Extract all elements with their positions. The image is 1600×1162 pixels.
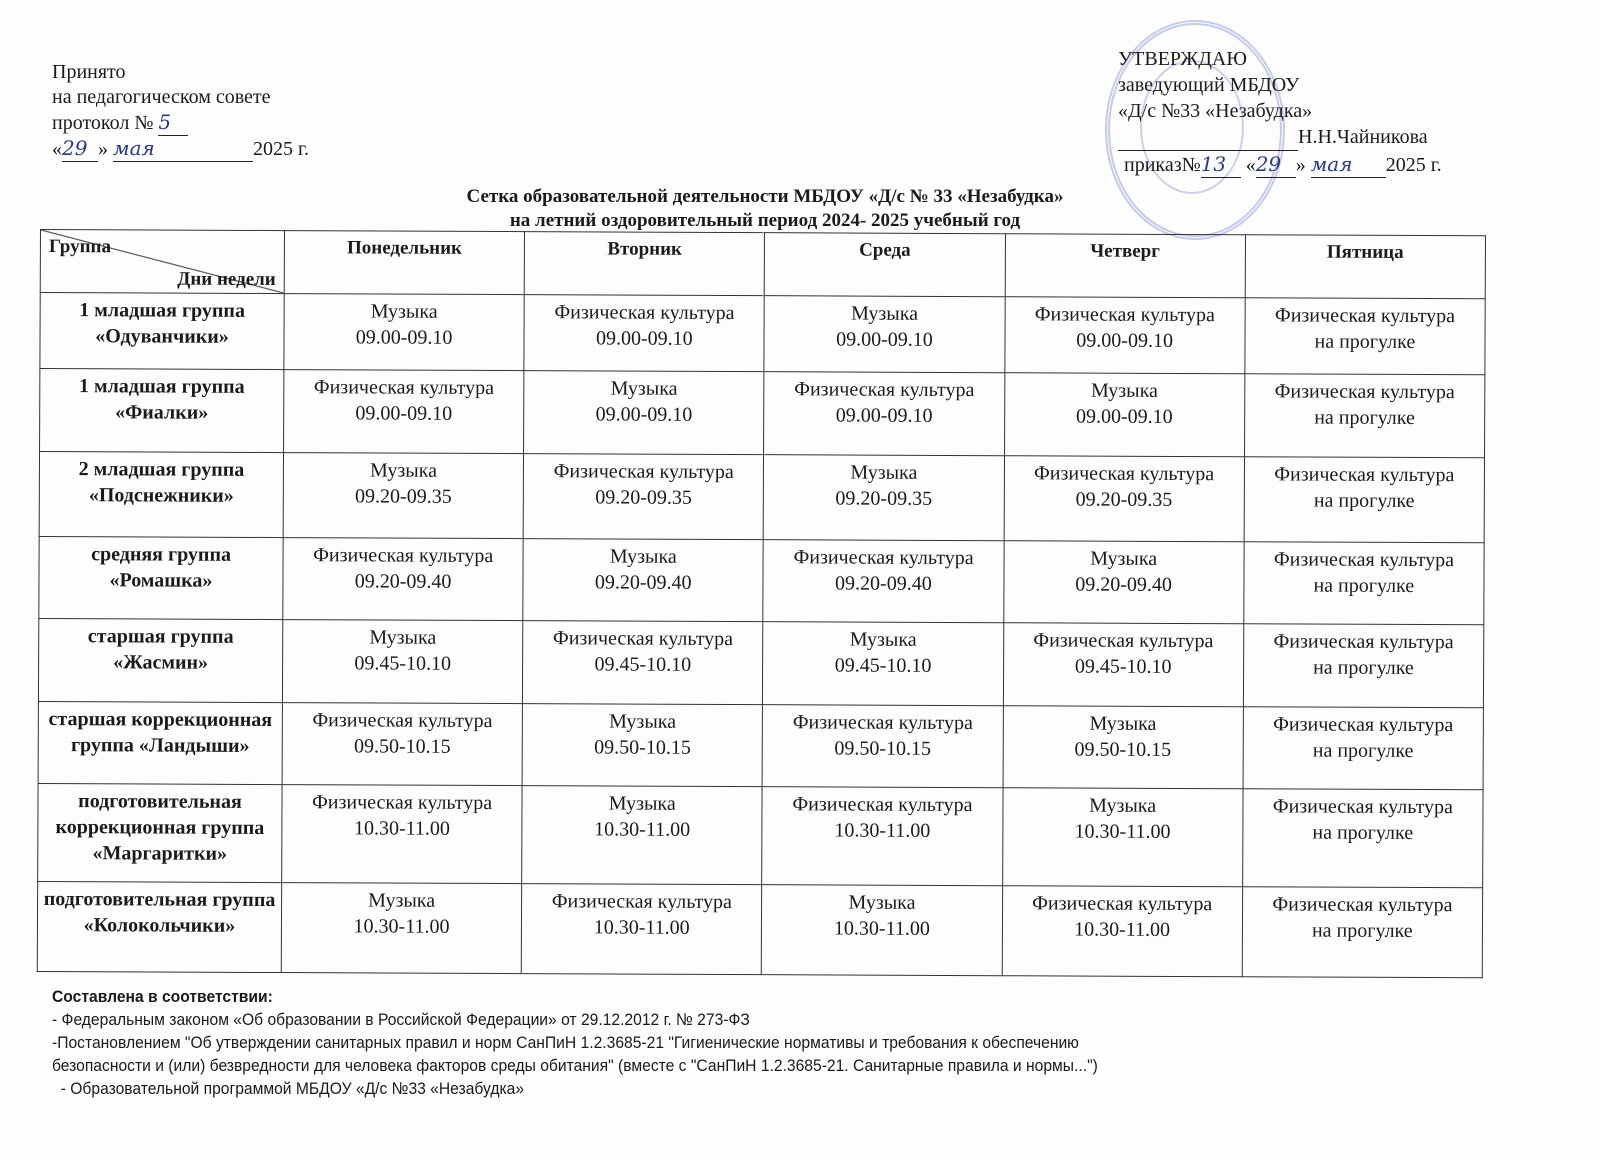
activity-name: Музыка — [1089, 794, 1157, 817]
activity-name: Физическая культура — [793, 546, 974, 570]
group-cell: подготовительная группа «Колокольчики» — [37, 881, 281, 972]
table-row — [40, 293, 1485, 375]
signature-line — [1118, 124, 1442, 151]
activity-time: 09.50-10.15 — [594, 736, 691, 759]
activity-name: Музыка — [370, 300, 438, 323]
schedule-cell — [284, 370, 525, 454]
schedule-cell — [1244, 457, 1485, 543]
schedule-cell — [282, 785, 523, 884]
table-row — [38, 701, 1483, 789]
activity-time: 09.00-09.10 — [1075, 405, 1173, 428]
table-row — [37, 881, 1482, 977]
group-cell: старшая группа «Жасмин» — [38, 618, 282, 702]
approve-label: УТВЕРЖДАЮ — [1118, 48, 1247, 70]
activity-name: Музыка — [1090, 547, 1158, 570]
schedule-cell — [762, 787, 1003, 886]
activity-name: Физическая культура — [1274, 463, 1455, 487]
schedule-cell — [1002, 788, 1243, 887]
table-row — [38, 618, 1483, 707]
table-row — [39, 536, 1484, 624]
activity-name: Музыка — [1089, 712, 1157, 735]
activity-name: Музыка — [609, 710, 677, 733]
date-year: 2025 г. — [253, 138, 309, 160]
activity-time: 09.00-09.10 — [836, 328, 933, 351]
protocol-line — [52, 110, 309, 136]
activity-time: 09.20-09.35 — [595, 486, 692, 509]
activity-time: на прогулке — [1311, 919, 1413, 942]
schedule-cell — [284, 294, 525, 371]
schedule-cell — [1245, 298, 1486, 375]
day-header: Среда — [765, 233, 1005, 297]
activity-time: на прогулке — [1312, 821, 1414, 844]
schedule-cell — [1243, 624, 1484, 708]
activity-name: Музыка — [609, 545, 677, 568]
activity-time: 10.30-11.00 — [353, 817, 450, 840]
activity-time: на прогулке — [1313, 574, 1415, 597]
activity-name: Физическая культура — [554, 301, 735, 325]
activity-time: на прогулке — [1312, 739, 1414, 762]
document-title: Сетка образовательной деятельности МБДОУ «Д/с № 33 «Незабудка» — [466, 186, 1064, 207]
activity-name: Физическая культура — [312, 709, 493, 732]
activity-time: на прогулке — [1313, 489, 1415, 513]
schedule-cell — [523, 621, 764, 705]
activity-time: 09.20-09.40 — [1075, 573, 1172, 596]
activity-time: 09.00-09.10 — [595, 327, 693, 350]
schedule-cell — [282, 703, 523, 786]
activity-name: Физическая культура — [1033, 462, 1215, 486]
activity-time: 10.30-11.00 — [594, 818, 691, 841]
activity-name: Физическая культура — [313, 544, 494, 567]
schedule-cell — [764, 372, 1005, 456]
schedule-cell — [1242, 789, 1483, 888]
schedule-cell — [283, 538, 524, 621]
group-cell: 1 младшая группа «Фиалки» — [40, 369, 284, 453]
activity-time: 10.30-11.00 — [1074, 918, 1171, 941]
day-header: Пятница — [1245, 235, 1486, 299]
schedule-cell — [521, 884, 762, 975]
schedule-cell — [522, 704, 763, 787]
date-month: мая — [113, 136, 253, 162]
activity-name: Музыка — [369, 626, 437, 649]
activity-name: Музыка — [368, 889, 436, 912]
table-row — [40, 369, 1485, 458]
schedule-cell — [1242, 887, 1483, 978]
group-cell: 2 младшая группа «Подснежники» — [39, 452, 283, 538]
order-label: приказ№ — [1124, 154, 1201, 176]
schedule-cell — [1004, 297, 1245, 374]
activity-name: Физическая культура — [1273, 713, 1454, 737]
institution-name: «Д/с №33 «Незабудка» — [1118, 100, 1313, 122]
schedule-cell — [282, 620, 523, 704]
activity-time: 09.45-10.10 — [594, 653, 692, 676]
activity-name: Физическая культура — [1032, 892, 1213, 916]
signer-name: Н.Н.Чайникова — [1298, 126, 1428, 148]
activity-name: Музыка — [608, 792, 676, 815]
activity-time: на прогулке — [1313, 656, 1414, 679]
footer-item: - Образовательной программой МБДОУ «Д/с №33 «Незабудка» — [52, 1079, 525, 1098]
activity-time: 09.50-10.15 — [353, 735, 451, 758]
schedule-cell — [523, 539, 764, 622]
order-line: приказ№13 «29 » мая 2025 г. — [1124, 152, 1442, 176]
schedule-cell — [524, 371, 765, 455]
document-subtitle: на летний оздоровительный период 2024- 2025 учебный год — [509, 210, 1021, 231]
schedule-cell — [1003, 706, 1244, 789]
schedule-cell — [1004, 373, 1245, 457]
group-cell: старшая коррекционная группа «Ландыши» — [38, 701, 282, 784]
schedule-cell — [1002, 886, 1243, 977]
council-label: на педагогическом совете — [52, 86, 271, 108]
activity-time: на прогулке — [1314, 330, 1416, 354]
activity-time: 09.00-09.10 — [355, 326, 453, 349]
activity-name: Физическая культура — [1033, 629, 1214, 653]
activity-name: Физическая культура — [1274, 304, 1456, 328]
activity-time: 10.30-11.00 — [593, 916, 690, 939]
activity-name: Музыка — [849, 628, 917, 651]
footer-heading: Составлена в соответствии: — [52, 987, 273, 1006]
activity-time: 09.20-09.35 — [835, 487, 933, 510]
footer-item: - Федеральным законом «Об образовании в Российской Федерации» от 29.12.2012 г. № 273-ФЗ — [52, 1010, 750, 1029]
footer-item: -Постановлением "Об утверждении санитарных правил и норм СанПиН 1.2.3685-21 "Гигиенические нормативы и требования к обеспечению — [52, 1033, 1079, 1052]
activity-name: Физическая культура — [1272, 795, 1453, 819]
activity-name: Физическая культура — [551, 890, 732, 914]
activity-time: 09.50-10.15 — [834, 737, 932, 760]
activity-name: Физическая культура — [1034, 303, 1215, 327]
schedule-cell — [283, 453, 524, 539]
table-row — [38, 783, 1483, 887]
activity-time: 09.20-09.35 — [355, 485, 452, 508]
activity-time: 10.30-11.00 — [833, 917, 930, 940]
accepted-label: Принято — [52, 61, 126, 83]
activity-time: 09.50-10.15 — [1074, 738, 1172, 761]
activity-name: Музыка — [370, 459, 438, 482]
activity-time: 09.20-09.40 — [835, 572, 932, 595]
activity-time: 09.45-10.10 — [1074, 655, 1172, 678]
activity-time: 10.30-11.00 — [353, 915, 450, 938]
protocol-label: протокол № — [52, 112, 154, 134]
day-header: Четверг — [1005, 234, 1245, 298]
activity-name: Физическая культура — [1273, 630, 1454, 654]
schedule-cell — [763, 622, 1004, 706]
activity-name: Музыка — [851, 302, 919, 325]
activity-time: на прогулке — [1314, 406, 1415, 430]
date-line: «29 » мая 2025 г. — [52, 136, 309, 160]
schedule-cell — [762, 705, 1003, 788]
approval-block — [1118, 46, 1442, 178]
activity-name: Физическая культура — [1273, 548, 1455, 572]
header-row — [40, 230, 1485, 299]
table-row — [39, 452, 1484, 543]
activity-time: 09.00-09.10 — [595, 403, 693, 426]
order-day: 29 — [1256, 151, 1296, 178]
activity-time: 09.45-10.10 — [834, 654, 932, 677]
group-cell: 1 младшая группа «Одуванчики» — [40, 293, 284, 370]
schedule-cell — [1004, 456, 1245, 542]
activity-time: 10.30-11.00 — [834, 819, 931, 842]
activity-name: Физическая культура — [553, 460, 734, 484]
schedule-cell — [1244, 374, 1485, 458]
accepted-block — [52, 60, 309, 162]
activity-time: 09.00-09.10 — [1076, 329, 1174, 352]
activity-name: Музыка — [610, 377, 678, 400]
order-year: 2025 г. — [1385, 154, 1442, 176]
group-cell: подготовительная коррекционная группа «Маргаритки» — [38, 783, 282, 882]
schedule-cell — [1003, 541, 1244, 624]
schedule-cell — [281, 883, 522, 974]
footer-notes — [52, 985, 1098, 1100]
activity-time: 10.30-11.00 — [1074, 820, 1171, 843]
schedule-cell — [764, 296, 1005, 373]
protocol-number: 5 — [158, 110, 188, 136]
corner-days-label: Дни недели — [177, 268, 276, 291]
activity-time: 09.45-10.10 — [354, 652, 452, 675]
activity-name: Физическая культура — [311, 791, 493, 814]
schedule-cell — [524, 295, 765, 372]
order-month: мая — [1311, 151, 1386, 178]
date-day: 29 — [62, 136, 98, 162]
activity-time: 09.20-09.35 — [1075, 488, 1173, 511]
activity-name: Физическая культура — [313, 376, 495, 399]
schedule-cell — [1003, 623, 1244, 707]
schedule-cell — [1243, 707, 1484, 790]
activity-name: Музыка — [1090, 379, 1158, 402]
activity-time: 09.20-09.40 — [354, 570, 452, 593]
corner-cell — [40, 230, 284, 294]
schedule-cell — [764, 455, 1005, 541]
activity-name: Физическая культура — [1272, 893, 1453, 917]
head-title: заведующий МБДОУ — [1118, 74, 1300, 96]
activity-name: Физическая культура — [792, 711, 973, 735]
order-number: 13 — [1201, 151, 1241, 178]
activity-time: 09.00-09.10 — [355, 402, 453, 425]
activity-time: 09.00-09.10 — [835, 404, 933, 427]
activity-name: Физическая культура — [552, 627, 734, 651]
schedule-cell — [523, 454, 764, 540]
schedule-cell — [1244, 542, 1485, 625]
schedule-cell — [522, 786, 763, 885]
activity-name: Музыка — [848, 891, 916, 914]
activity-name: Физическая культура — [794, 378, 975, 402]
activity-name: Музыка — [850, 461, 918, 484]
corner-group-label: Группа — [48, 236, 112, 258]
activity-name: Физическая культура — [792, 793, 973, 817]
schedule-cell — [763, 540, 1004, 623]
activity-name: Физическая культура — [1274, 380, 1455, 404]
schedule-cell — [762, 885, 1003, 976]
schedule-table — [37, 229, 1486, 978]
footer-item: безопасности и (или) безвредности для человека факторов среды обитания" (вместе с "СанПиН 1.2.3685-21. Санитарные правила и нормы...") — [52, 1056, 1098, 1075]
day-header: Вторник — [524, 232, 764, 296]
activity-time: 09.20-09.40 — [594, 571, 692, 594]
group-cell: средняя группа «Ромашка» — [39, 536, 283, 619]
day-header: Понедельник — [284, 231, 524, 295]
